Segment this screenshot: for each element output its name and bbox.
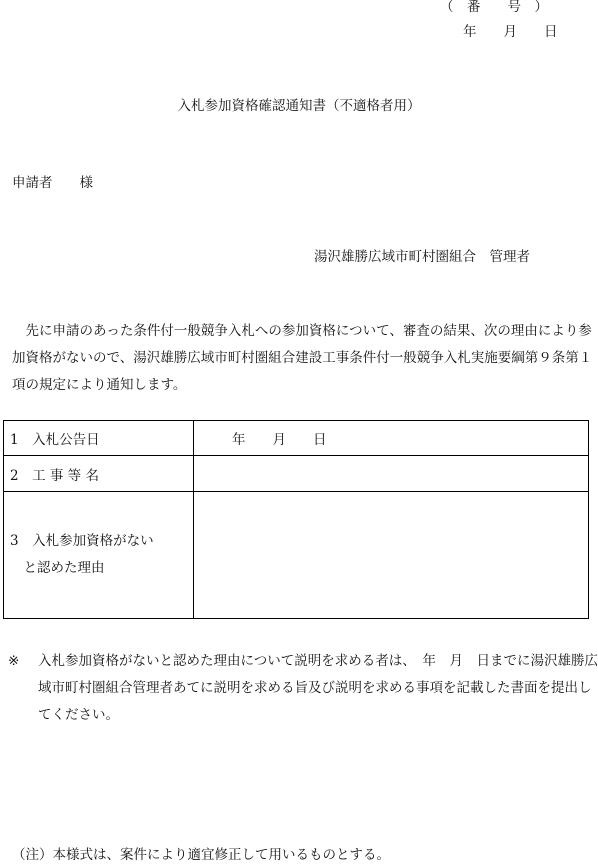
reason-label-line-2: と認めた理由 [10, 560, 105, 576]
project-name-value [194, 456, 589, 492]
issue-date-placeholder: 年 月 日 [463, 24, 558, 40]
footer-note: （注）本様式は、案件により適宜修正して用いるものとする。 [12, 847, 390, 863]
table-row [4, 456, 589, 492]
issuer-line: 湯沢雄勝広域市町村圏組合 管理者 [314, 249, 530, 265]
reason-label-line-1: 3 入札参加資格がない [10, 533, 154, 549]
announcement-date-label: 1 入札公告日 [4, 421, 194, 456]
body-paragraph: 先に申請のあった条件付一般競争入札への参加資格について、審査の結果、次の理由により参加資格がないので、湯沢雄勝広域市町村圏組合建設工事条件付一般競争入札実施要綱第９条第１項の規定により通知します。 [12, 323, 593, 393]
document-number-placeholder: （ 番 号 ） [440, 0, 548, 15]
note-mark: ※ [8, 653, 20, 669]
note-block [8, 648, 598, 729]
table-row [4, 492, 589, 619]
reason-label [4, 492, 194, 619]
document-title: 入札参加資格確認通知書（不適格者用） [177, 98, 421, 114]
table-row [4, 421, 589, 456]
note-text: 入札参加資格がないと認めた理由について説明を求める者は、 年 月 日までに湯沢雄勝広域市町村圏組合管理者あてに説明を求める旨及び説明を求める事項を記載した書面を提出してください。 [38, 653, 598, 723]
info-table [3, 420, 589, 619]
announcement-date-value: 年 月 日 [194, 421, 589, 456]
reason-value [194, 492, 589, 619]
addressee-line: 申請者 様 [12, 175, 93, 191]
project-name-label: 2 工 事 等 名 [4, 456, 194, 492]
